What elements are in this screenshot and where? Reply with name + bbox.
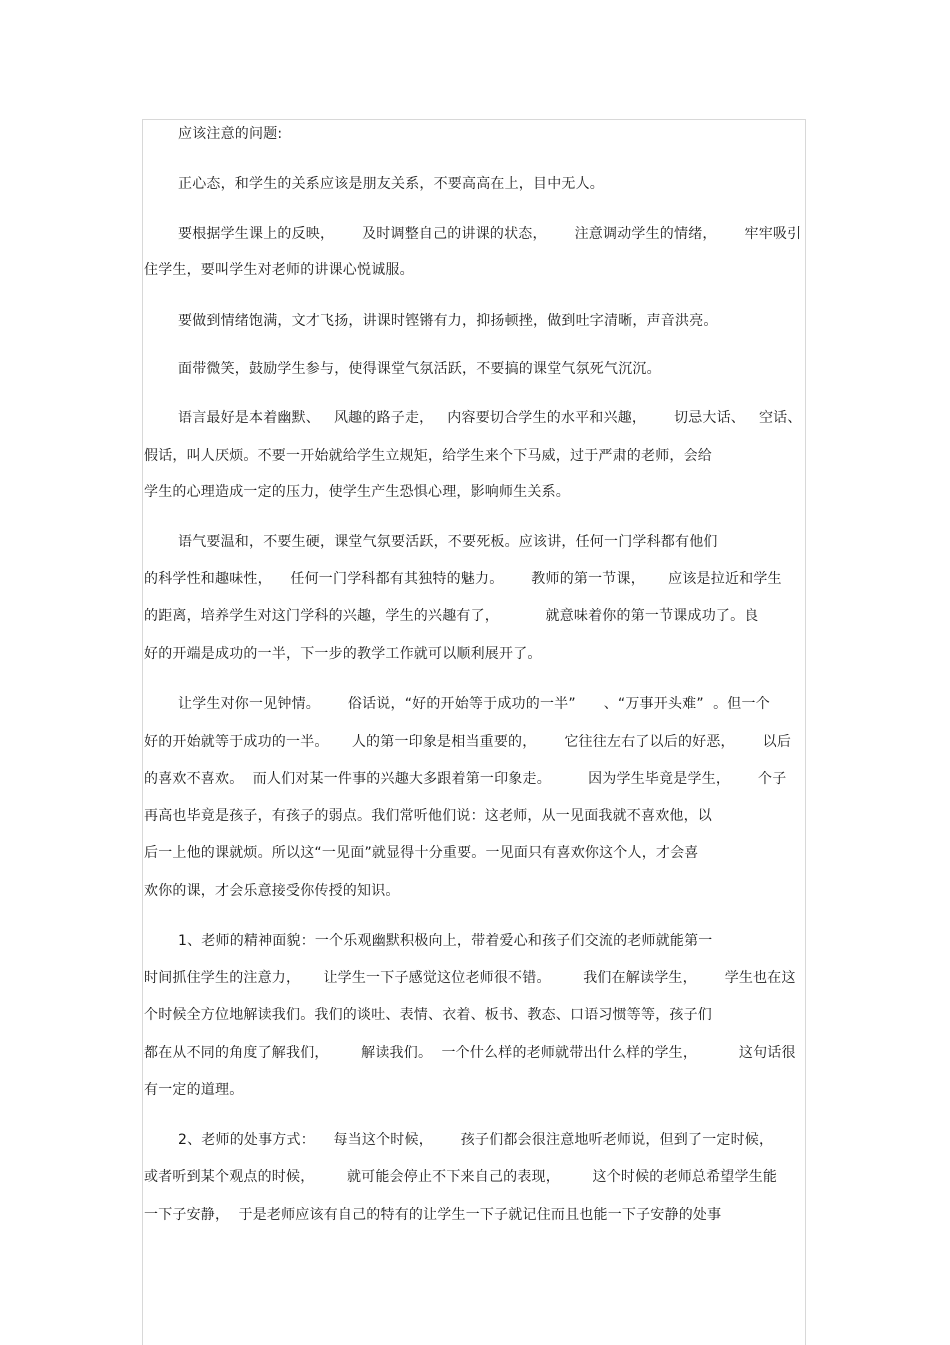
paragraph-line: 好的开端是成功的一半，下一步的教学工作就可以顺利展开了。 [144,646,542,662]
paragraph-line: 2、老师的处事方式： 每当这个时候， 孩子们都会很注意地听老师说，但到了一定时候， [178,1132,774,1148]
paragraph-line: 面带微笑，鼓励学生参与，使得课堂气氛活跃，不要搞的课堂气氛死气沉沉。 [178,361,661,377]
paragraph-line: 欢你的课，才会乐意接受你传授的知识。 [144,883,400,899]
paragraph-line: 让学生对你一见钟情。 俗话说，“好的开始等于成功的一半” 、“万事开头难” 。但一个 [178,696,770,712]
paragraph-line: 语言最好是本着幽默、 风趣的路子走， 内容要切合学生的水平和兴趣， 切忌大话、 空话、 [178,410,802,426]
paragraph-line: 的科学性和趣味性， 任何一门学科都有其独特的魅力。 教师的第一节课， 应该是拉近和学生 [144,571,782,587]
paragraph-line: 再高也毕竟是孩子，有孩子的弱点。我们常听他们说：这老师，从一见面我就不喜欢他，以 [144,808,712,824]
paragraph-line: 有一定的道理。 [144,1082,244,1098]
paragraph-line: 一下子安静， 于是老师应该有自己的特有的让学生一下子就记住而且也能一下子安静的处事 [144,1207,722,1223]
paragraph-line: 正心态，和学生的关系应该是朋友关系，不要高高在上，目中无人。 [178,176,604,192]
paragraph-line: 要做到情绪饱满，文才飞扬，讲课时铿锵有力，抑扬顿挫，做到吐字清晰，声音洪亮。 [178,313,718,329]
paragraph-line: 个时候全方位地解读我们。我们的谈吐、表情、衣着、板书、教态、口语习惯等等，孩子们 [144,1007,712,1023]
paragraph-line: 住学生，要叫学生对老师的讲课心悦诚服。 [144,262,414,278]
paragraph-line: 学生的心理造成一定的压力，使学生产生恐惧心理，影响师生关系。 [144,484,570,500]
paragraph-line: 时间抓住学生的注意力， 让学生一下子感觉这位老师很不错。 我们在解读学生， 学生也在这 [144,970,796,986]
paragraph-line: 的喜欢不喜欢。 而人们对某一件事的兴趣大多跟着第一印象走。 因为学生毕竟是学生， 个子 [144,771,787,787]
paragraph-line: 的距离，培养学生对这门学科的兴趣，学生的兴趣有了， 就意味着你的第一节课成功了。良 [144,608,759,624]
paragraph-line: 或者听到某个观点的时候， 就可能会停止不下来自己的表现， 这个时候的老师总希望学生能 [144,1169,778,1185]
paragraph-line: 后一上他的课就烦。所以这“一见面”就显得十分重要。一见面只有喜欢你这个人，才会喜 [144,845,699,861]
heading-line: 应该注意的问题: [178,126,283,142]
paragraph-line: 1、老师的精神面貌：一个乐观幽默积极向上，带着爱心和孩子们交流的老师就能第一 [178,933,713,949]
paragraph-line: 都在从不同的角度了解我们， 解读我们。 一个什么样的老师就带出什么样的学生， 这句话很 [144,1045,796,1061]
paragraph-line: 假话，叫人厌烦。不要一开始就给学生立规矩，给学生来个下马威，过于严肃的老师，会给 [144,448,712,464]
paragraph-line: 语气要温和，不要生硬，课堂气氛要活跃，不要死板。应该讲，任何一门学科都有他们 [178,534,718,550]
paragraph-line: 好的开始就等于成功的一半。 人的第一印象是相当重要的， 它往往左右了以后的好恶， 以后 [144,734,792,750]
paragraph-line: 要根据学生课上的反映， 及时调整自己的讲课的状态， 注意调动学生的情绪， 牢牢吸引 [178,226,802,242]
